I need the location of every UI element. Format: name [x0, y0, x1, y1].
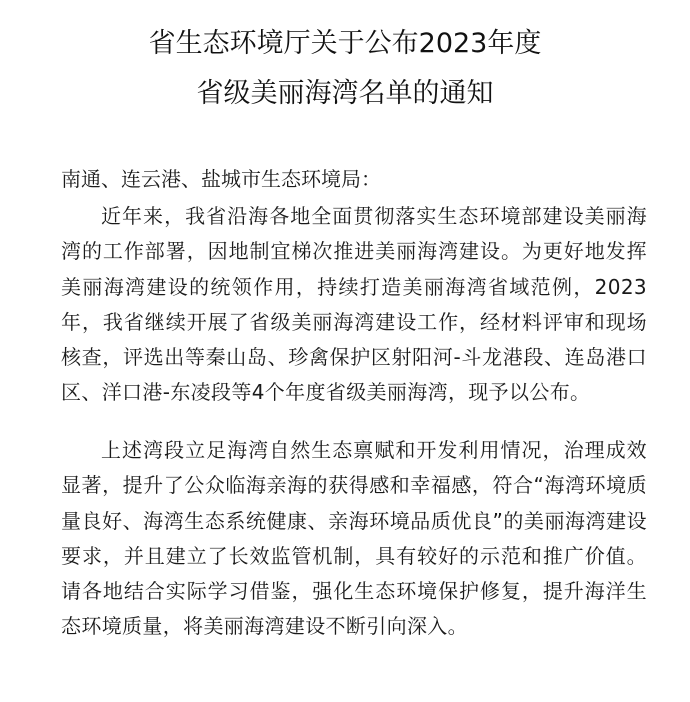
document-title-line-2: 省级美丽海湾名单的通知	[196, 78, 494, 109]
body-paragraph-2: 上述湾段立足海湾自然生态禀赋和开发利用情况，治理成效显著，提升了公众临海亲海的获得感和幸福感，符合“海湾环境质量良好、海湾生态系统健康、亲海环境品质优良”的美丽海湾建设要求，并且建立了长效监管机制，具有较好的示范和推广价值。请各地结合实际学习借鉴，强化生态环境保护修复，提升海洋生态环境质量，将美丽海湾建设不断引向深入。	[61, 438, 647, 639]
addressee-line: 南通、连云港、盐城市生态环境局：	[61, 167, 381, 191]
body-paragraph-1: 近年来，我省沿海各地全面贯彻落实生态环境部建设美丽海湾的工作部署，因地制宜梯次推进美丽海湾建设。为更好地发挥美丽海湾建设的统领作用，持续打造美丽海湾省域范例，2023年，我省继续开展了省级美丽海湾建设工作，经材料评审和现场核查，评选出等秦山岛、珍禽保护区射阳河-斗龙港段、连岛港口区、洋口港-东凌段等4个年度省级美丽海湾，现予以公布。	[61, 204, 647, 405]
document-title-line-1: 省生态环境厅关于公布2023年度	[148, 28, 542, 59]
